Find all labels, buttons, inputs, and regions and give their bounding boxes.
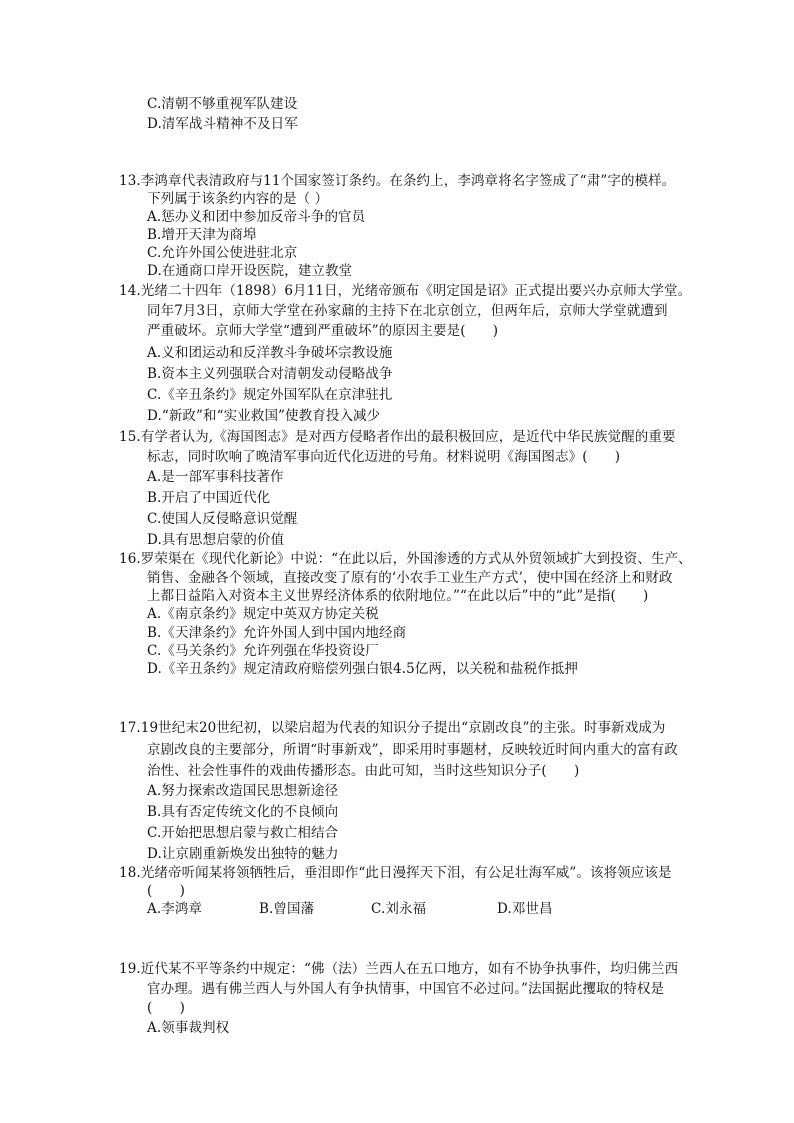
q16-stem-line-3: 上都日益陷入对资本主义世界经济体系的依附地位。”“在此以后”中的“此”是指( ) — [147, 588, 649, 604]
q17-option-c: C.开始把思想启蒙与救亡相结合 — [147, 825, 339, 841]
q17-stem-line-2: 京剧改良的主要部分，所谓“时事新戏”，即采用时事题材，反映较近时间内重大的富有政 — [147, 742, 678, 758]
q15-stem-line-2: 标志，同时吹响了晚清军事向近代化迈进的号角。材料说明《海国图志》( ) — [147, 449, 621, 465]
q18-option-b: B.曾国藩 — [259, 901, 315, 917]
q13-option-c: C.允许外国公使进驻北京 — [147, 245, 298, 261]
q17-option-d: D.让京剧重新焕发出独特的魅力 — [147, 846, 339, 862]
q18-option-c: C.刘永福 — [371, 901, 427, 917]
q18-option-d: D.邓世昌 — [497, 901, 553, 917]
q15-option-c: C.使国人反侵略意识觉醒 — [147, 511, 298, 527]
q13-option-d: D.在通商口岸开设医院，建立教堂 — [147, 263, 353, 279]
q19-stem-line-2: 官办理。遇有佛兰西人与外国人有争执情事，中国官不必过问。”法国据此攫取的特权是 — [147, 981, 665, 997]
q19-stem-line-3: ( ) — [147, 1000, 185, 1016]
q13-option-a: A.惩办义和团中参加反帝斗争的官员 — [147, 209, 366, 225]
q15-option-d: D.具有思想启蒙的价值 — [147, 532, 285, 548]
q18-option-a: A.李鸿章 — [147, 901, 203, 917]
q16-option-a: A.《南京条约》规定中英双方协定关税 — [147, 606, 379, 622]
q15-stem-line-1: 15.有学者认为,《海国图志》是对西方侵略者作出的最积极回应，是近代中华民族觉醒的重要 — [119, 429, 676, 445]
q14-option-b: B.资本主义列强联合对清朝发动侵略战争 — [147, 366, 393, 382]
q16-option-b: B.《天津条约》允许外国人到中国内地经商 — [147, 625, 407, 641]
q16-option-d: D.《辛丑条约》规定清政府赔偿列强白银4.5亿两，以关税和盐税作抵押 — [147, 661, 579, 677]
q16-stem-line-2: 销售、金融各个领域，直接改变了原有的‘小农手工业生产方式’，使中国在经济上和财政 — [147, 570, 673, 586]
q16-stem-line-1: 16.罗荣渠在《现代化新论》中说：“在此以后，外国渗透的方式从外贸领域扩大到投资、生产、 — [119, 551, 692, 567]
q17-option-b: B.具有否定传统文化的不良倾向 — [147, 804, 339, 820]
q14-option-c: C.《辛丑条约》规定外国军队在京津驻扎 — [147, 387, 393, 403]
q13-stem-line-2: 下列属于该条约内容的是（ ） — [147, 191, 329, 207]
q13-option-b: B.增开天津为商埠 — [147, 227, 257, 243]
q14-stem-line-2: 同年7月3日，京师大学堂在孙家鼐的主持下在北京创立，但两年后，京师大学堂就遭到 — [147, 303, 668, 319]
q16-option-c: C.《马关条约》允许列强在华投资设厂 — [147, 643, 379, 659]
q18-stem-line-1: 18.光绪帝听闻某将领牺牲后，垂泪即作“此日漫挥天下泪，有公足壮海军威”。该将领应该是 — [119, 865, 672, 881]
q18-stem-line-2: ( ) — [147, 883, 185, 899]
q12-option-d: D.清军战斗精神不及日军 — [147, 116, 298, 132]
q12-option-c: C.清朝不够重视军队建设 — [147, 96, 298, 112]
q17-stem-line-1: 17.19世纪末20世纪初，以梁启超为代表的知识分子提出“京剧改良”的主张。时事新戏成为 — [119, 720, 666, 736]
q14-stem-line-1: 14.光绪二十四年（1898）6月11日，光绪帝颁布《明定国是诏》正式提出要兴办京师大学堂。 — [119, 283, 692, 299]
q19-stem-line-1: 19.近代某不平等条约中规定：“佛（法）兰西人在五口地方，如有不协争执事件，均归佛兰西 — [119, 961, 679, 977]
q14-option-a: A.义和团运动和反洋教斗争破坏宗教设施 — [147, 345, 393, 361]
q14-stem-line-3: 严重破坏。京师大学堂“遭到严重破坏”的原因主要是( ) — [147, 323, 499, 339]
q15-option-b: B.开启了中国近代化 — [147, 490, 271, 506]
q15-option-a: A.是一部军事科技著作 — [147, 469, 284, 485]
q17-option-a: A.努力探索改造国民思想新途径 — [147, 783, 339, 799]
q14-option-d: D.“新政”和“实业救国”使教育投入减少 — [147, 408, 381, 424]
q17-stem-line-3: 治性、社会性事件的戏曲传播形态。由此可知，当时这些知识分子( ) — [147, 763, 580, 779]
q19-option-a: A.领事裁判权 — [147, 1020, 230, 1036]
q13-stem-line-1: 13.李鸿章代表清政府与11个国家签订条约。在条约上，李鸿章将名字签成了“肃”字的模样。 — [119, 173, 676, 189]
